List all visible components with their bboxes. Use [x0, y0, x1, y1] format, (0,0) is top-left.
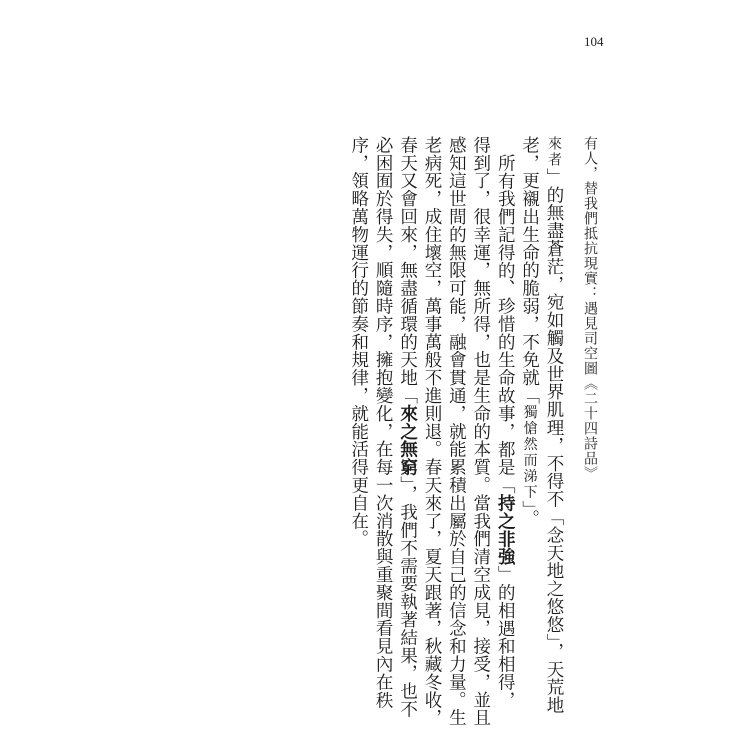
emphasis-text: 持之非強	[495, 493, 516, 566]
text-column	[444, 136, 468, 727]
page-number: 104	[584, 34, 604, 49]
text-segment: 春天又會回來，無盡循環的天地「	[397, 136, 418, 405]
emphasis-text: 來之無窮	[397, 404, 418, 477]
quoted-text: 獨愴然而涕下	[521, 404, 538, 501]
text-column	[493, 136, 517, 709]
text-segment: 得到了，很幸運，無所得，也是生命的本質。當我們清空成見，接受，並且	[470, 136, 491, 727]
body-text	[346, 136, 566, 727]
text-segment: 感知這世間的無限可能，融會貫通，就能累積出屬於自己的信念和力量。生	[446, 136, 467, 727]
text-segment: 序，領略萬物運行的節奏和規律，就能活得更自在。	[348, 136, 369, 548]
text-column	[420, 136, 444, 727]
text-segment: 老病死，成住壞空，萬事萬般不進則退。春天來了，夏天跟著，秋藏冬收，	[421, 136, 442, 727]
text-column	[395, 136, 419, 718]
text-segment: 」。	[519, 500, 540, 528]
text-column	[346, 136, 370, 676]
text-column	[542, 136, 566, 715]
text-column	[468, 136, 492, 727]
running-header: 有人，替我們抵抗現實：遇見司空圖《二十四詩品》	[582, 136, 598, 481]
text-segment: 」的相遇和相得，	[495, 565, 516, 709]
quoted-text: 來者	[546, 136, 562, 168]
text-segment: 所有我們記得的、珍惜的生命故事，都是「	[495, 153, 516, 494]
text-segment: 」，我們不需要執著結果，也不	[397, 476, 418, 718]
text-column	[517, 136, 541, 676]
text-segment: 必困囿於得失，順隨時序，擁抱變化，在每一次消散與重聚間看見內在秩	[373, 136, 394, 709]
text-segment: 」的無盡蒼茫，宛如觸及世界肌理，不得不「念天地之悠悠」，天荒地	[544, 168, 564, 715]
text-segment: 老，更襯出生命的脆弱，不免就「	[519, 136, 540, 405]
text-column	[371, 136, 395, 709]
